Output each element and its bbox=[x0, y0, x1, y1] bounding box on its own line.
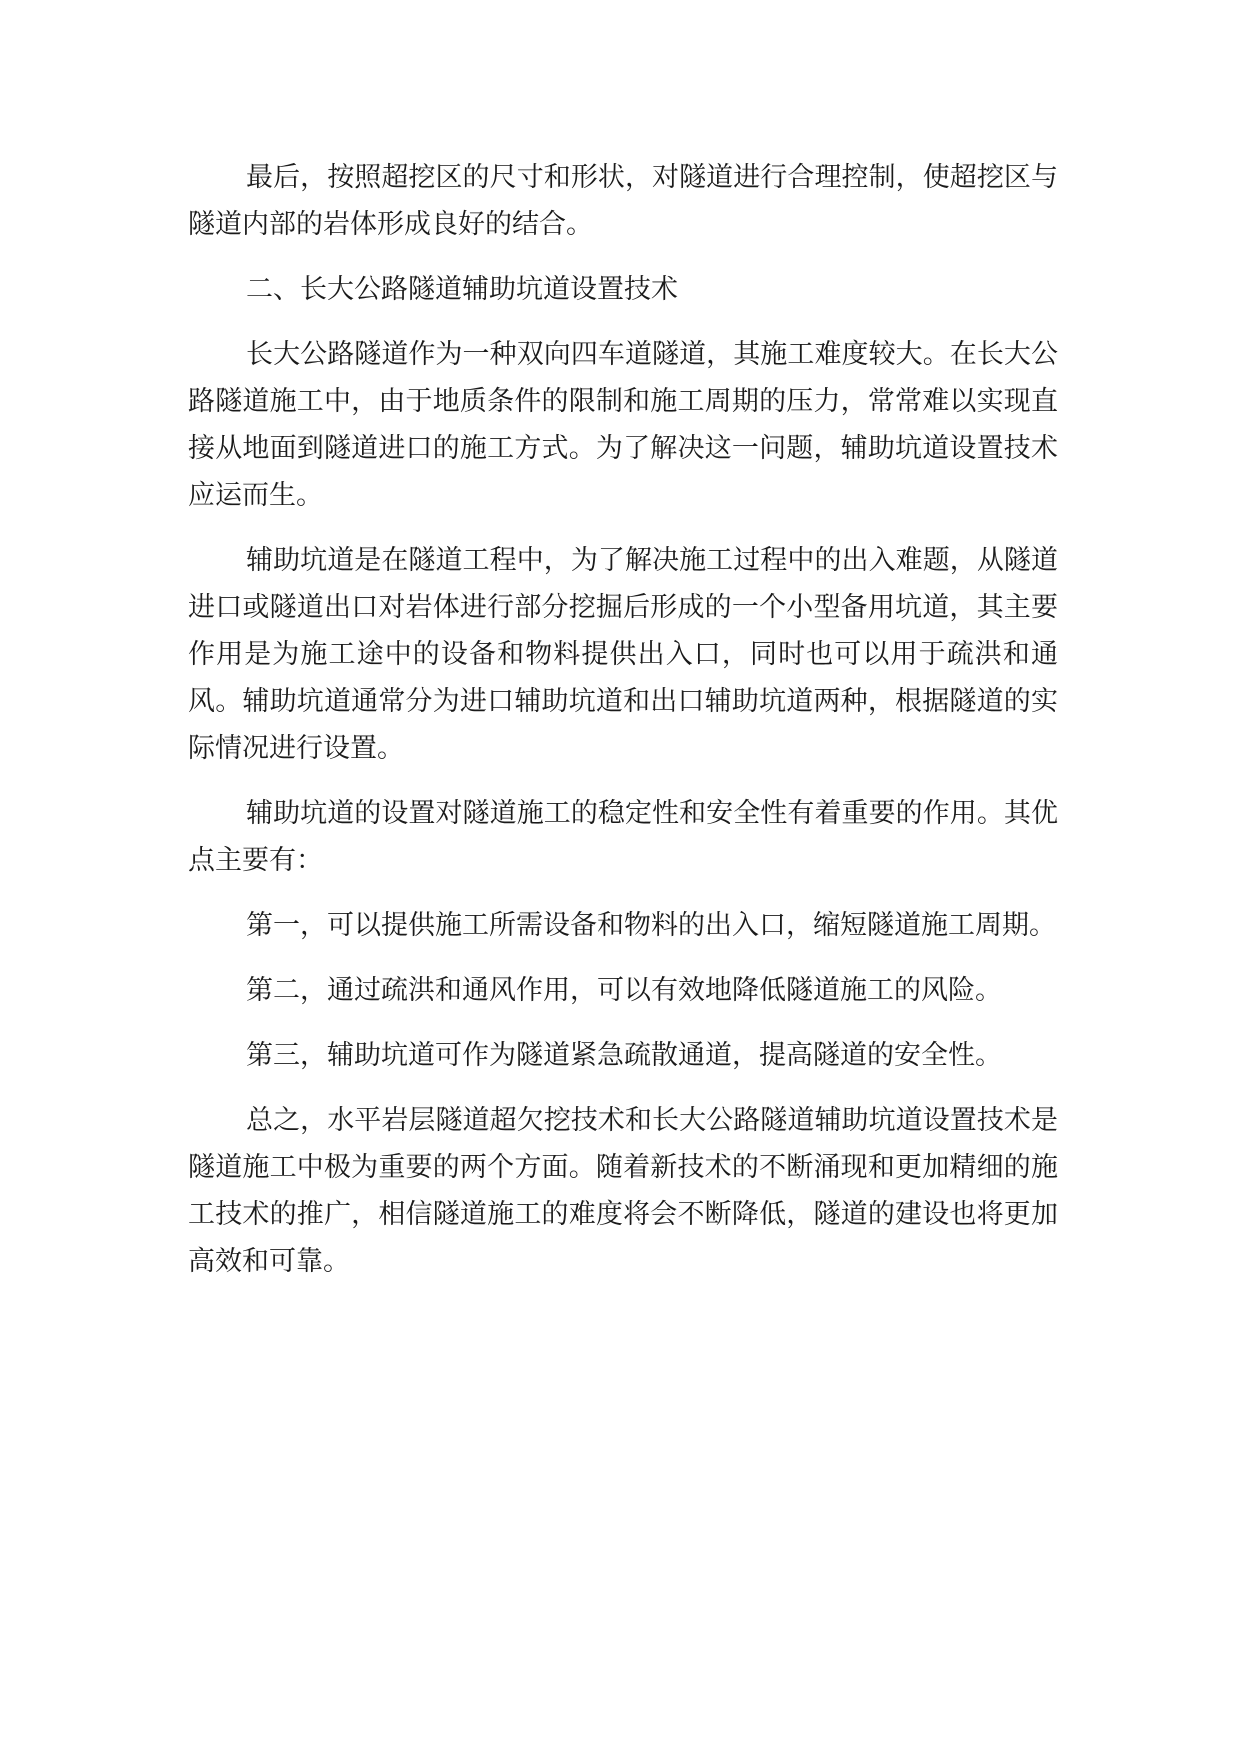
document-body bbox=[188, 154, 1058, 1303]
paragraph-advantage-first: 第一，可以提供施工所需设备和物料的出入口，缩短隧道施工周期。 bbox=[246, 910, 1056, 941]
paragraph-auxiliary-adit-definition: 辅助坑道是在隧道工程中，为了解决施工过程中的出入难题，从隧道进口或隧道出口对岩体进行部分挖掘后形成的一个小型备用坑道，其主要作用是为施工途中的设备和物料提供出入口，同时也可以用于疏洪和通风。辅助坑道通常分为进口辅助坑道和出口辅助坑道两种，根据隧道的实际情况进行设置。 bbox=[188, 545, 1058, 764]
paragraph-advantages-intro: 辅助坑道的设置对隧道施工的稳定性和安全性有着重要的作用。其优点主要有： bbox=[188, 798, 1058, 876]
section-heading-auxiliary-adit: 二、长大公路隧道辅助坑道设置技术 bbox=[246, 274, 678, 305]
paragraph-tunnel-difficulty: 长大公路隧道作为一种双向四车道隧道，其施工难度较大。在长大公路隧道施工中，由于地质条件的限制和施工周期的压力，常常难以实现直接从地面到隧道进口的施工方式。为了解决这一问题，辅助坑道设置技术应运而生。 bbox=[188, 339, 1058, 511]
paragraph-overexcavation-conclusion: 最后，按照超挖区的尺寸和形状，对隧道进行合理控制，使超挖区与隧道内部的岩体形成良好的结合。 bbox=[188, 162, 1058, 240]
paragraph-summary: 总之，水平岩层隧道超欠挖技术和长大公路隧道辅助坑道设置技术是隧道施工中极为重要的两个方面。随着新技术的不断涌现和更加精细的施工技术的推广，相信隧道施工的难度将会不断降低，隧道的建设也将更加高效和可靠。 bbox=[188, 1105, 1058, 1277]
paragraph-advantage-second: 第二，通过疏洪和通风作用，可以有效地降低隧道施工的风险。 bbox=[246, 975, 1002, 1006]
paragraph-advantage-third: 第三，辅助坑道可作为隧道紧急疏散通道，提高隧道的安全性。 bbox=[246, 1040, 1002, 1071]
